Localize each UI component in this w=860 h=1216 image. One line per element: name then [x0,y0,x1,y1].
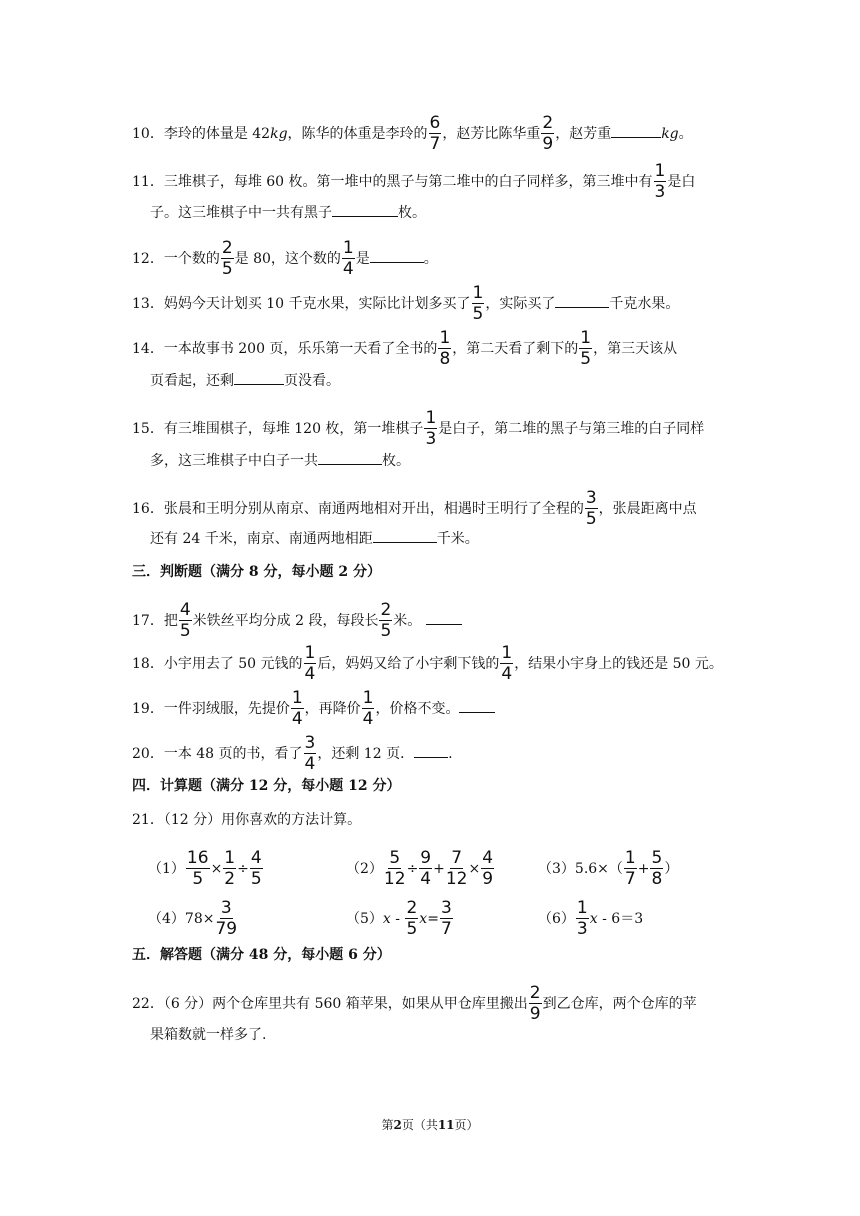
fraction: $\frac{1}{4}$ [501,643,513,684]
section-4-heading: 四．计算题（满分 12 分，每小题 12 分） [132,778,401,794]
fraction: $\frac{1}{5}$ [580,328,592,369]
fraction: $\frac{1}{3}$ [576,898,588,939]
answer-blank[interactable] [555,293,609,308]
fraction: $\frac{1}{4}$ [291,688,303,729]
question-14-cont: 页看起，还剩 页没看。 [0,370,860,391]
fraction: $\frac{2}{9}$ [529,983,541,1024]
answer-blank[interactable] [370,248,424,263]
question-20: 20．一本 48 页的书，看了 $\frac{3}{4}$ ，还剩 12 页． . [132,733,453,774]
question-16: 16．张晨和王明分别从南京、南通两地相对开出，相遇时王明行了全程的 $\frac{3}{5}$ ，张晨距离中点 [132,488,697,529]
answer-blank[interactable] [426,610,462,625]
question-12: 12．一个数的 $\frac{2}{5}$ 是 80，这个数的 $\frac{1}{4}$ 是 。 [132,238,438,279]
fraction: $\frac{9}{4}$ [420,848,432,889]
fraction: $\frac{4}{5}$ [250,848,262,889]
answer-blank[interactable] [611,123,661,138]
fraction: $\frac{1}{3}$ [654,161,666,202]
fraction: $\frac{1}{5}$ [472,283,484,324]
answer-blank[interactable] [318,450,382,465]
question-19: 19．一件羽绒服，先提价 $\frac{1}{4}$ ，再降价 $\frac{1}{4}$ ，价格不变。 [0,690,860,728]
calc-6: （6） $\frac{1}{3}$ x - 6＝3 [538,898,644,939]
fraction: $\frac{6}{7}$ [429,113,441,154]
answer-blank[interactable] [332,202,398,217]
fraction: $\frac{2}{5}$ [406,898,418,939]
question-17: 17．把 $\frac{4}{5}$ 米铁丝平均分成 2 段，每段长 $\frac{2}{5}$ 米。 [0,602,860,640]
page-footer: 第2页（共11页） [381,1118,479,1132]
calc-5: （5）x - $\frac{2}{5}$ x= $\frac{3}{7}$ [346,898,452,939]
fraction: $\frac{1}{4}$ [362,688,374,729]
answer-blank[interactable] [234,370,284,385]
answer-blank[interactable] [459,698,495,713]
question-11-cont: 子。这三堆棋子中一共有黑子 枚。 [0,202,860,223]
fraction: $\frac{3}{7}$ [440,898,452,939]
answer-blank[interactable] [373,528,437,543]
question-15-cont: 多，这三堆棋子中白子一共 枚。 [0,450,860,471]
fraction: $\frac{3}{5}$ [585,488,597,529]
fraction: $\frac{1}{7}$ [624,848,636,889]
question-14: 14．一本故事书 200 页，乐乐第一天看了全书的 $\frac{1}{8}$ ，第二天看了剩下的 $\frac{1}{5}$ ，第三天该从 [132,328,678,369]
fraction: $\frac{16}{5}$ [186,848,209,889]
fraction: $\frac{2}{5}$ [221,238,233,279]
calc-1: （1） $\frac{16}{5}$ × $\frac{1}{2}$ ÷ $\frac{4}{5}$ [148,848,262,889]
question-22: 22．（6 分）两个仓库里共有 560 箱苹果，如果从甲仓库里搬出 $\frac{2}{9}$ 到乙仓库，两个仓库的苹 [132,983,697,1024]
fraction: $\frac{5}{12}$ [383,848,406,889]
section-3-heading: 三．判断题（满分 8 分，每小题 2 分） [132,564,381,580]
fraction: $\frac{1}{2}$ [224,848,236,889]
question-21: 21．（12 分）用你喜欢的方法计算。 [132,812,362,828]
fraction: $\frac{1}{3}$ [425,408,437,449]
fraction: $\frac{2}{5}$ [380,600,392,641]
section-5-heading: 五．解答题（满分 48 分，每小题 6 分） [132,947,391,963]
fraction: $\frac{3}{79}$ [215,898,238,939]
answer-blank[interactable] [414,743,448,758]
calc-3: （3）5.6×（ $\frac{1}{7}$ + $\frac{5}{8}$ ） [538,848,679,889]
question-13: 13．妈妈今天计划买 10 千克水果，实际比计划多买了 $\frac{1}{5}$ ，实际买了 千克水果。 [132,283,680,324]
calc-2: （2） $\frac{5}{12}$ ÷ $\frac{9}{4}$ + $\frac{7}{12}$ × $\frac{4}{9}$ [346,848,494,889]
question-15: 15．有三堆围棋子，每堆 120 枚，第一堆棋子 $\frac{1}{3}$ 是白子，第二堆的黑子与第三堆的白子同样 [132,408,705,449]
fraction: $\frac{3}{4}$ [304,733,316,774]
question-11: 11．三堆棋子，每堆 60 枚。第一堆中的黑子与第二堆中的白子同样多，第三堆中有 $\frac{1}{3}$ 是白 [132,161,696,202]
question-18: 18．小宇用去了 50 元钱的 $\frac{1}{4}$ 后，妈妈又给了小宇剩下钱的 $\frac{1}{4}$ ，结果小宇身上的钱还是 50 元。 [132,643,723,684]
fraction: $\frac{7}{12}$ [445,848,468,889]
fraction: $\frac{1}{4}$ [304,643,316,684]
question-22-cont: 果箱数就一样多了. [150,1027,267,1043]
fraction: $\frac{4}{9}$ [482,848,494,889]
fraction: $\frac{1}{4}$ [342,238,354,279]
fraction: $\frac{5}{8}$ [651,848,663,889]
question-16-cont: 还有 24 千米，南京、南通两地相距 千米。 [0,528,860,549]
fraction: $\frac{1}{8}$ [439,328,451,369]
question-10: 10．李玲的体量是 42kg，陈华的体重是李玲的 $\frac{6}{7}$ ，赵芳比陈华重 $\frac{2}{9}$ ，赵芳重 kg。 [132,113,693,154]
fraction: $\frac{2}{9}$ [542,113,554,154]
calc-4: （4）78× $\frac{3}{79}$ [148,898,238,939]
fraction: $\frac{4}{5}$ [179,600,191,641]
